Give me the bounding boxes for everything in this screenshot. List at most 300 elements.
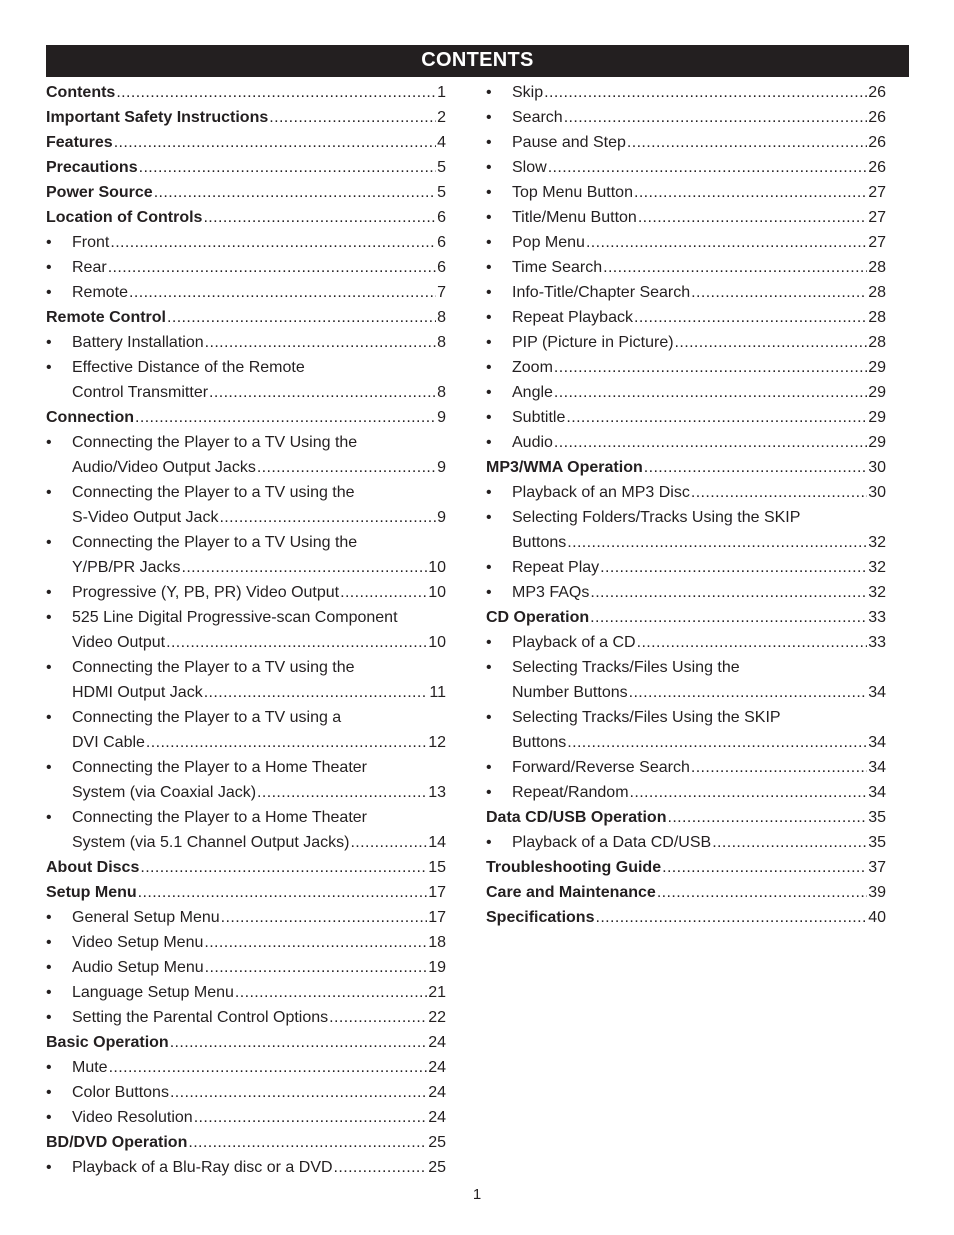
toc-entry-remote [46,280,446,305]
toc-entry-page: 27 [868,209,886,226]
toc-entry-pause-and-step [486,130,886,155]
toc-entry-page: 17 [428,884,446,901]
toc-entry-page: 6 [437,259,446,276]
toc-entry-page: 4 [437,134,446,151]
dot-leader [629,680,868,705]
bullet-icon: • [486,584,492,601]
toc-entry-connecting-the-player-to-a-tv-using-the-hdmi-output-jack [46,655,446,705]
bullet-icon: • [486,484,492,501]
toc-entry-label: Specifications [486,909,595,926]
toc-entry-page: 35 [868,834,886,851]
toc-entry-label-line: Effective Distance of the Remote [72,359,305,376]
toc-entry-label: About Discs [46,859,140,876]
toc-entry-page: 29 [868,384,886,401]
toc-entry-label: Audio Setup Menu [72,959,204,976]
toc-entry-page: 24 [428,1034,446,1051]
toc-entry-pip-picture-in-picture [486,330,886,355]
toc-entry-contents [46,80,446,105]
toc-entry-video-setup-menu [46,930,446,955]
toc-entry-label: Setup Menu [46,884,137,901]
toc-entry-page: 25 [428,1159,446,1176]
toc-entry-power-source [46,180,446,205]
dot-leader [167,305,436,330]
dot-leader [109,1055,428,1080]
toc-entry-page: 5 [437,184,446,201]
toc-entry-page: 18 [428,934,446,951]
toc-entry-info-title-chapter-search [486,280,886,305]
toc-entry-page: 8 [437,384,446,401]
toc-entry-page: 28 [868,309,886,326]
toc-entry-page: 26 [868,84,886,101]
toc-entry-label: Playback of a CD [512,634,636,651]
toc-entry-mute [46,1055,446,1080]
dot-leader [554,355,867,380]
dot-leader [140,855,427,880]
toc-entry-label-line: 525 Line Digital Progressive-scan Component [72,609,398,626]
bullet-icon: • [486,159,492,176]
toc-entry-page: 27 [868,234,886,251]
dot-leader [114,130,436,155]
dot-leader [219,505,436,530]
toc-entry-page: 30 [868,484,886,501]
toc-entry-page: 28 [868,284,886,301]
toc-entry-page: 21 [428,984,446,1001]
toc-entry-page: 24 [428,1084,446,1101]
toc-entry-page: 29 [868,434,886,451]
toc-entry-bd-dvd-operation [46,1130,446,1155]
toc-entry-label-line: Selecting Tracks/Files Using the SKIP [512,709,781,726]
toc-entry-label: Top Menu Button [512,184,633,201]
toc-entry-page: 25 [428,1134,446,1151]
toc-entry-page: 37 [868,859,886,876]
dot-leader [564,105,868,130]
toc-entry-label: Repeat/Random [512,784,629,801]
toc-entry-label: Pop Menu [512,234,585,251]
bullet-icon: • [486,134,492,151]
toc-entry-front [46,230,446,255]
bullet-icon: • [46,584,52,601]
toc-column-right [486,80,886,930]
dot-leader [644,455,867,480]
toc-entry-label-line: Selecting Tracks/Files Using the [512,659,740,676]
bullet-icon: • [486,309,492,326]
bullet-icon: • [486,334,492,351]
toc-entry-care-and-maintenance [486,880,886,905]
toc-entry-subtitle [486,405,886,430]
bullet-icon: • [486,234,492,251]
toc-entry-label: MP3/WMA Operation [486,459,643,476]
bullet-icon: • [46,909,52,926]
dot-leader [257,455,436,480]
toc-entry-playback-of-an-mp3-disc [486,480,886,505]
toc-entry-label: Zoom [512,359,553,376]
toc-entry-page: 30 [868,459,886,476]
toc-entry-label: General Setup Menu [72,909,220,926]
toc-entry-page: 11 [429,684,446,701]
bullet-icon: • [486,834,492,851]
contents-heading: CONTENTS [46,45,909,77]
toc-entry-page: 19 [428,959,446,976]
toc-entry-label: S-Video Output Jack [72,509,219,526]
bullet-icon: • [46,984,52,1001]
dot-leader [554,430,867,455]
toc-entry-forward-reverse-search [486,755,886,780]
bullet-icon: • [46,1059,52,1076]
toc-entry-label: System (via 5.1 Channel Output Jacks) [72,834,350,851]
toc-entry-page: 24 [428,1059,446,1076]
bullet-icon: • [486,284,492,301]
dot-leader [204,680,429,705]
toc-entry-page: 10 [428,559,446,576]
bullet-icon: • [46,434,52,451]
dot-leader [269,105,436,130]
dot-leader [108,255,436,280]
toc-entry-page: 26 [868,134,886,151]
toc-entry-page: 9 [437,509,446,526]
dot-leader [627,130,867,155]
toc-entry-troubleshooting-guide [486,855,886,880]
toc-entry-language-setup-menu [46,980,446,1005]
toc-entry-label-line: Connecting the Player to a TV using the [72,484,355,501]
dot-leader [209,380,436,405]
toc-entry-color-buttons [46,1080,446,1105]
toc-entry-remote-control [46,305,446,330]
toc-entry-precautions [46,155,446,180]
bullet-icon: • [486,559,492,576]
bullet-icon: • [46,1084,52,1101]
toc-entry-label: Skip [512,84,544,101]
toc-entry-playback-of-a-blu-ray-disc-or-a-dvd [46,1155,446,1180]
toc-entry-page: 13 [428,784,446,801]
bullet-icon: • [486,784,492,801]
toc-entry-label: Buttons [512,534,567,551]
dot-leader [205,330,436,355]
toc-entry-label: Forward/Reverse Search [512,759,690,776]
bullet-icon: • [486,259,492,276]
dot-leader [166,630,427,655]
bullet-icon: • [46,284,52,301]
dot-leader [634,180,867,205]
toc-entry-label: Troubleshooting Guide [486,859,662,876]
toc-entry-general-setup-menu [46,905,446,930]
dot-leader [667,805,867,830]
toc-entry-label: PIP (Picture in Picture) [512,334,674,351]
toc-entry-label: Audio [512,434,553,451]
dot-leader [257,780,427,805]
bullet-icon: • [46,259,52,276]
toc-entry-label: Mute [72,1059,108,1076]
toc-entry-label: Rear [72,259,107,276]
toc-entry-selecting-tracks-files-using-the-skip-buttons [486,705,886,755]
toc-entry-label: Video Resolution [72,1109,193,1126]
toc-entry-label: Info-Title/Chapter Search [512,284,691,301]
toc-entry-label: Language Setup Menu [72,984,234,1001]
toc-entry-label: Title/Menu Button [512,209,637,226]
dot-leader [638,205,867,230]
toc-entry-label-line: Connecting the Player to a TV Using the [72,534,358,551]
toc-entry-label: Features [46,134,113,151]
toc-entry-mp3-wma-operation [486,455,886,480]
bullet-icon: • [486,434,492,451]
toc-entry-top-menu-button [486,180,886,205]
toc-entry-page: 14 [428,834,446,851]
toc-entry-angle [486,380,886,405]
toc-entry-page: 29 [868,359,886,376]
toc-entry-connecting-the-player-to-a-tv-using-the-s-video-output-jack [46,480,446,530]
toc-entry-page: 32 [868,559,886,576]
toc-entry-page: 2 [437,109,446,126]
toc-entry-label-line: Connecting the Player to a Home Theater [72,809,367,826]
toc-entry-label: Subtitle [512,409,566,426]
toc-entry-label: Contents [46,84,116,101]
toc-entry-page: 10 [428,634,446,651]
toc-entry-selecting-folders-tracks-using-the-skip-buttons [486,505,886,555]
dot-leader [154,180,436,205]
toc-entry-connecting-the-player-to-a-home-theater-system-via-5-1-channel-output-jacks [46,805,446,855]
dot-leader [662,855,867,880]
toc-entry-page: 33 [868,609,886,626]
bullet-icon: • [46,934,52,951]
toc-entry-label: Power Source [46,184,153,201]
toc-entry-label: Precautions [46,159,138,176]
dot-leader [712,830,867,855]
dot-leader [329,1005,427,1030]
bullet-icon: • [486,759,492,776]
toc-entry-effective-distance-of-the-remote-control-transmitter [46,355,446,405]
toc-entry-page: 26 [868,109,886,126]
toc-entry-connecting-the-player-to-a-tv-using-the-audio-video-output-jacks [46,430,446,480]
toc-entry-label: Color Buttons [72,1084,169,1101]
bullet-icon: • [46,959,52,976]
toc-entry-page: 33 [868,634,886,651]
toc-entry-label: Pause and Step [512,134,626,151]
bullet-icon: • [486,384,492,401]
bullet-icon: • [486,509,492,526]
dot-leader [116,80,436,105]
bullet-icon: • [46,609,52,626]
toc-entry-page: 15 [428,859,446,876]
toc-entry-audio [486,430,886,455]
dot-leader [205,955,428,980]
toc-entry-specifications [486,905,886,930]
toc-entry-page: 34 [868,784,886,801]
toc-entry-label: Battery Installation [72,334,204,351]
toc-entry-page: 12 [428,734,446,751]
dot-leader [170,1080,427,1105]
dot-leader [170,1030,428,1055]
toc-entry-page: 9 [437,409,446,426]
toc-entry-connecting-the-player-to-a-tv-using-a-dvi-cable [46,705,446,755]
dot-leader [139,155,437,180]
toc-entry-page: 32 [868,534,886,551]
dot-leader [340,580,427,605]
dot-leader [566,405,867,430]
toc-entry-zoom [486,355,886,380]
toc-entry-label: Playback of an MP3 Disc [512,484,690,501]
toc-entry-time-search [486,255,886,280]
toc-entry-connecting-the-player-to-a-home-theater-system-via-coaxial-jack [46,755,446,805]
toc-entry-page: 17 [428,909,446,926]
toc-entry-search [486,105,886,130]
dot-leader [146,730,427,755]
dot-leader [188,1130,427,1155]
bullet-icon: • [486,409,492,426]
dot-leader [657,880,867,905]
dot-leader [586,230,867,255]
toc-entry-data-cd-usb-operation [486,805,886,830]
bullet-icon: • [46,1009,52,1026]
bullet-icon: • [46,809,52,826]
toc-entry-about-discs [46,855,446,880]
toc-entry-page: 8 [437,309,446,326]
toc-entry-important-safety-instructions [46,105,446,130]
toc-entry-rear [46,255,446,280]
toc-entry-page: 29 [868,409,886,426]
toc-entry-label: Front [72,234,110,251]
toc-entry-playback-of-a-data-cd-usb [486,830,886,855]
bullet-icon: • [486,634,492,651]
toc-entry-label: BD/DVD Operation [46,1134,188,1151]
toc-entry-label: DVI Cable [72,734,145,751]
bullet-icon: • [46,484,52,501]
dot-leader [334,1155,428,1180]
dot-leader [691,480,867,505]
dot-leader [554,380,867,405]
dot-leader [350,830,427,855]
toc-entry-label: Setting the Parental Control Options [72,1009,329,1026]
toc-entry-audio-setup-menu [46,955,446,980]
toc-entry-page: 28 [868,259,886,276]
dot-leader [590,580,867,605]
bullet-icon: • [46,1159,52,1176]
toc-entry-label: Slow [512,159,547,176]
toc-entry-label: Repeat Playback [512,309,633,326]
toc-entry-page: 34 [868,734,886,751]
toc-entry-playback-of-a-cd [486,630,886,655]
toc-entry-page: 28 [868,334,886,351]
toc-entry-slow [486,155,886,180]
dot-leader [675,330,868,355]
toc-entry-page: 9 [437,459,446,476]
dot-leader [567,730,867,755]
toc-entry-skip [486,80,886,105]
bullet-icon: • [46,709,52,726]
bullet-icon: • [46,659,52,676]
toc-entry-label: Number Buttons [512,684,628,701]
toc-entry-cd-operation [486,605,886,630]
toc-entry-page: 39 [868,884,886,901]
toc-entry-battery-installation [46,330,446,355]
dot-leader [129,280,436,305]
toc-entry-page: 1 [437,84,446,101]
toc-entry-label: Video Setup Menu [72,934,204,951]
toc-entry-page: 40 [868,909,886,926]
dot-leader [691,755,867,780]
toc-entry-label: Progressive (Y, PB, PR) Video Output [72,584,340,601]
bullet-icon: • [486,659,492,676]
toc-entry-label: Repeat Play [512,559,600,576]
toc-entry-repeat-play [486,555,886,580]
bullet-icon: • [46,334,52,351]
dot-leader [235,980,427,1005]
toc-entry-label: Connection [46,409,134,426]
toc-entry-label: CD Operation [486,609,590,626]
toc-entry-525-line-digital-progressive-scan-component-video-output [46,605,446,655]
toc-entry-page: 24 [428,1109,446,1126]
toc-entry-label: Video Output [72,634,166,651]
toc-entry-label: Playback of a Blu-Ray disc or a DVD [72,1159,333,1176]
toc-entry-page: 22 [428,1009,446,1026]
bullet-icon: • [486,109,492,126]
toc-entry-connecting-the-player-to-a-tv-using-the-y-pb-pr-jacks [46,530,446,580]
toc-entry-page: 27 [868,184,886,201]
toc-entry-label: System (via Coaxial Jack) [72,784,257,801]
toc-entry-page: 10 [428,584,446,601]
toc-entry-label: Time Search [512,259,603,276]
bullet-icon: • [486,359,492,376]
dot-leader [634,305,867,330]
dot-leader [595,905,867,930]
bullet-icon: • [486,84,492,101]
bullet-icon: • [486,209,492,226]
toc-entry-features [46,130,446,155]
toc-entry-page: 34 [868,684,886,701]
toc-entry-label: Playback of a Data CD/USB [512,834,712,851]
dot-leader [221,905,428,930]
toc-entry-label: Basic Operation [46,1034,169,1051]
toc-entry-repeat-playback [486,305,886,330]
dot-leader [590,605,867,630]
toc-entry-label: Care and Maintenance [486,884,656,901]
toc-entry-label: Data CD/USB Operation [486,809,667,826]
dot-leader [181,555,427,580]
toc-entry-label: Important Safety Instructions [46,109,269,126]
dot-leader [194,1105,428,1130]
toc-entry-label: Location of Controls [46,209,203,226]
toc-entry-setting-the-parental-control-options [46,1005,446,1030]
toc-entry-selecting-tracks-files-using-the-number-buttons [486,655,886,705]
toc-entry-page: 26 [868,159,886,176]
toc-entry-label: Angle [512,384,553,401]
toc-entry-video-resolution [46,1105,446,1130]
toc-entry-page: 35 [868,809,886,826]
toc-entry-label-line: Selecting Folders/Tracks Using the SKIP [512,509,801,526]
toc-column-left [46,80,446,1180]
dot-leader [135,405,436,430]
bullet-icon: • [46,234,52,251]
toc-entry-label: Control Transmitter [72,384,209,401]
toc-entry-title-menu-button [486,205,886,230]
toc-entry-page: 6 [437,234,446,251]
toc-entry-label-line: Connecting the Player to a Home Theater [72,759,367,776]
dot-leader [203,205,436,230]
toc-entry-connection [46,405,446,430]
toc-entry-page: 32 [868,584,886,601]
bullet-icon: • [46,534,52,551]
toc-entry-pop-menu [486,230,886,255]
toc-entry-repeat-random [486,780,886,805]
bullet-icon: • [46,1109,52,1126]
dot-leader [544,80,867,105]
dot-leader [138,880,428,905]
dot-leader [548,155,868,180]
toc-entry-label: Buttons [512,734,567,751]
toc-entry-label: Remote Control [46,309,166,326]
bullet-icon: • [46,359,52,376]
toc-entry-page: 6 [437,209,446,226]
toc-entry-page: 5 [437,159,446,176]
toc-entry-label: Audio/Video Output Jacks [72,459,256,476]
